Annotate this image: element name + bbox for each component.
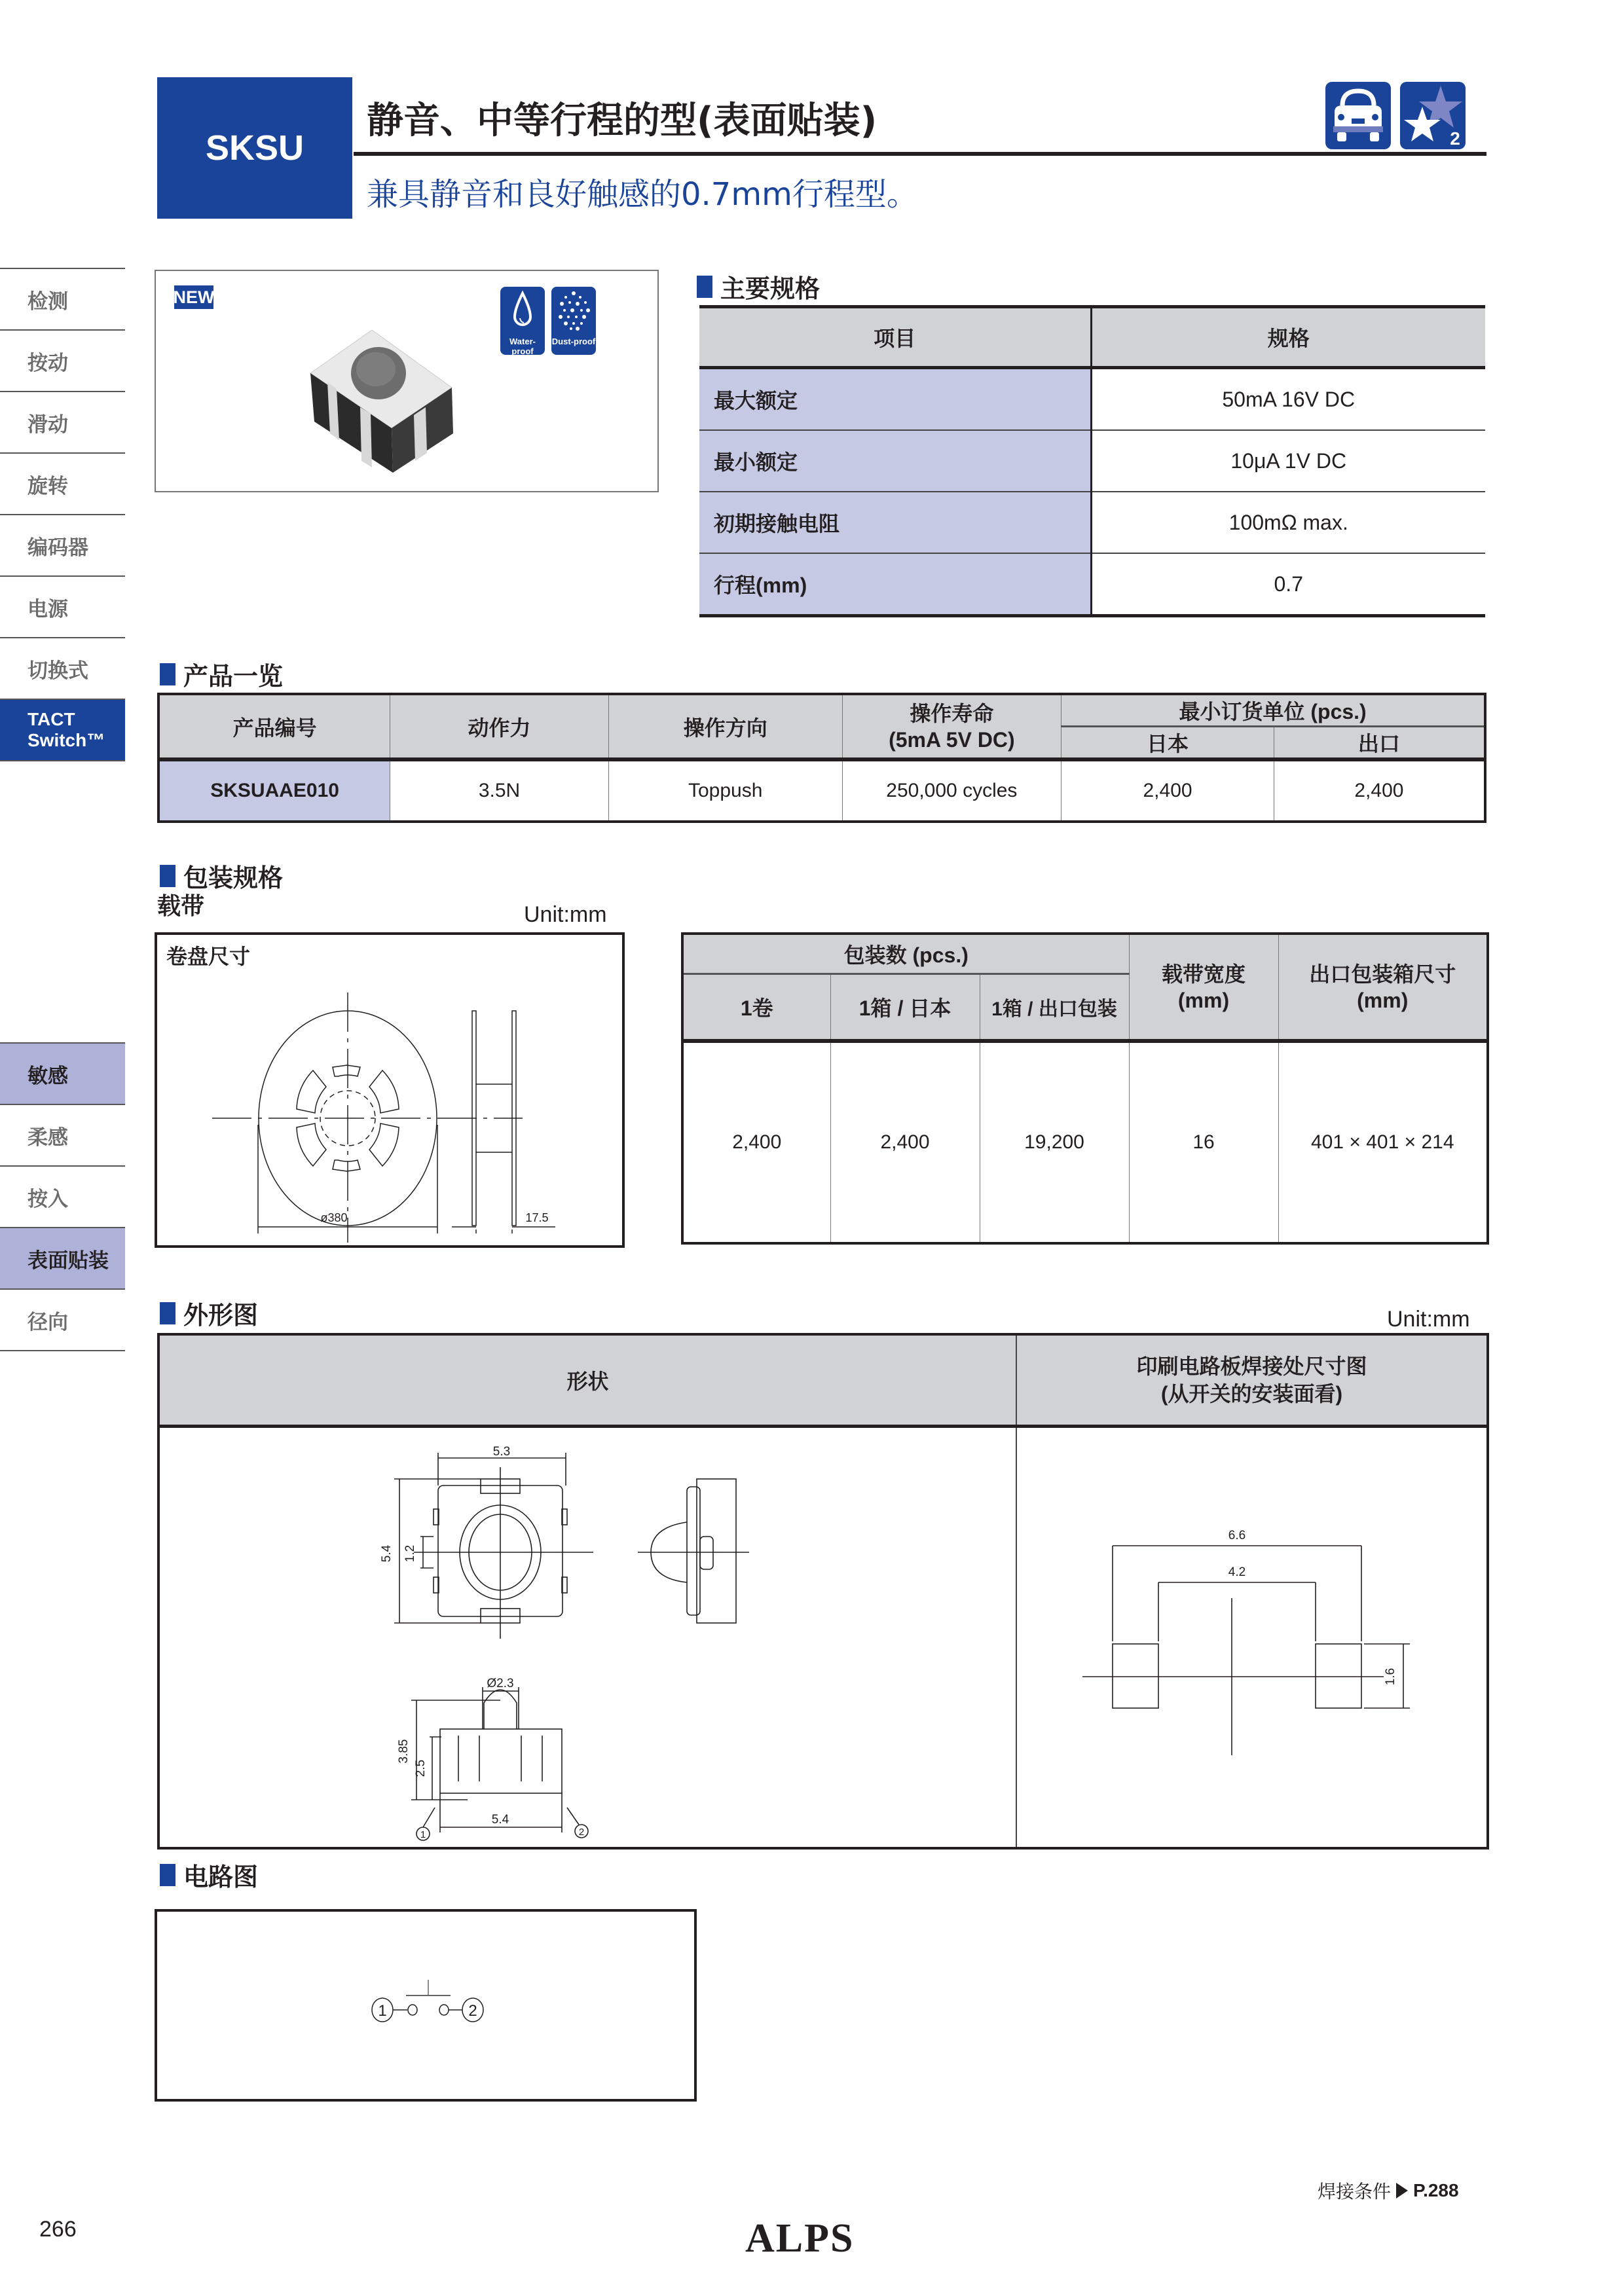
- dim-knob-diameter: Ø2.3: [487, 1677, 514, 1690]
- model-badge: [157, 77, 352, 219]
- title-divider: [354, 152, 1486, 156]
- column-header-moq: 最小订货单位 (pcs.): [1061, 694, 1485, 727]
- sidebar-item-smd[interactable]: [0, 1228, 125, 1290]
- column-header-part-no: 产品编号: [158, 694, 390, 759]
- table-row: [699, 430, 1485, 492]
- new-badge: NEW: [174, 285, 213, 309]
- sidebar-item-press-in[interactable]: [0, 1167, 125, 1228]
- shape-drawing: [160, 1428, 1018, 1847]
- sidebar-item-label: 检测: [28, 289, 68, 314]
- pack-reel-qty: 2,400: [682, 1041, 830, 1243]
- column-header-moq-japan: 日本: [1061, 727, 1274, 760]
- reel-dimension-panel: [155, 932, 625, 1248]
- waterproof-label: Water-proof: [509, 337, 536, 356]
- dim-center: 1.2: [403, 1544, 417, 1563]
- sidebar-item-label: 按动: [28, 351, 68, 375]
- pcb-outer-span: 6.6: [1228, 1529, 1246, 1542]
- reel-drawing: [157, 935, 622, 1245]
- terminal-1-label: 1: [420, 1829, 426, 1840]
- box-size-header-line1: 出口包装箱尺寸: [1309, 962, 1456, 986]
- sidebar-item-label: 表面贴装: [28, 1248, 109, 1273]
- operating-force: 3.5N: [390, 759, 609, 822]
- model-name: SKSU: [205, 128, 304, 168]
- sidebar-item-label: 滑动: [28, 412, 68, 437]
- moq-japan: 2,400: [1061, 759, 1274, 822]
- column-header-life: [842, 694, 1061, 759]
- sidebar-item-switching[interactable]: [0, 638, 125, 700]
- tape-width-value: 16: [1129, 1041, 1278, 1243]
- specs-heading: 主要规格: [697, 268, 820, 304]
- page-subtitle: 兼具静音和良好触感的0.7mm行程型。: [367, 176, 918, 213]
- column-header: 项目: [699, 307, 1091, 368]
- circuit-heading: 电路图: [160, 1857, 258, 1893]
- box-size-header-line2: (mm): [1357, 988, 1409, 1012]
- sidebar-item-label: TACT Switch™: [28, 709, 105, 750]
- moq-export: 2,400: [1274, 759, 1485, 822]
- column-header-pcb: [1016, 1334, 1488, 1427]
- pcb-header-line2: (从开关的安装面看): [1160, 1382, 1343, 1406]
- product-list-table: [157, 693, 1486, 823]
- column-header-moq-export: 出口: [1274, 727, 1485, 760]
- terminal-2-label: 2: [578, 1827, 585, 1838]
- dust-particles-icon: [551, 287, 596, 337]
- sidebar-item-rotary[interactable]: [0, 454, 125, 515]
- pcb-header-line1: 印刷电路板焊接处尺寸图: [1136, 1355, 1367, 1378]
- product-photo-panel: [155, 270, 659, 492]
- pack-box-export-qty: 19,200: [980, 1041, 1129, 1243]
- table-row: [682, 1041, 1488, 1243]
- spec-item: 初期接触电阻: [699, 492, 1091, 553]
- sidebar-item-encoder[interactable]: [0, 515, 125, 577]
- spec-value: 100mΩ max.: [1091, 492, 1485, 553]
- alps-logo: ALPS: [745, 2216, 855, 2261]
- solder-reference-label: 焊接条件: [1318, 2181, 1392, 2202]
- tape-width-header-line1: 载带宽度: [1161, 962, 1246, 986]
- table-row: [699, 553, 1485, 616]
- page-title: 静音、中等行程的型(表面贴装): [367, 100, 877, 142]
- sidebar-item-label: 敏感: [28, 1064, 68, 1088]
- sidebar-item-label: 切换式: [28, 659, 88, 683]
- column-group-pack-count: 包装数 (pcs.): [682, 934, 1129, 974]
- water-drop-icon: [500, 287, 545, 337]
- sidebar-item-label: 编码器: [28, 536, 88, 560]
- sidebar-item-push[interactable]: [0, 331, 125, 392]
- outline-table: [157, 1333, 1489, 1850]
- column-header-shape: 形状: [158, 1334, 1016, 1427]
- reel-dimension-title: 卷盘尺寸: [166, 944, 251, 969]
- specs-header-row: [699, 307, 1485, 368]
- life-header-line2: (5mA 5V DC): [889, 727, 1015, 752]
- column-header-force: 动作力: [390, 694, 609, 759]
- circuit-diagram: [157, 1912, 694, 2099]
- sidebar-item-detect[interactable]: [0, 269, 125, 331]
- column-header-reel: 1卷: [682, 974, 830, 1042]
- table-row: [158, 759, 1485, 822]
- dustproof-label: Dust-proof: [551, 337, 596, 346]
- car-icon: [1325, 82, 1391, 149]
- part-number: SKSUAAE010: [158, 759, 390, 822]
- circuit-panel: [155, 1909, 697, 2102]
- spec-value: 0.7: [1274, 572, 1303, 596]
- outline-heading: 外形图: [160, 1295, 258, 1331]
- carrier-tape-heading: 载带: [157, 893, 205, 920]
- column-header-box-japan: 1箱 / 日本: [830, 974, 980, 1042]
- sidebar-item-label: 电源: [28, 597, 68, 621]
- sidebar-item-label: 按入: [28, 1187, 68, 1211]
- column-header: 规格: [1091, 307, 1485, 368]
- dim-bottom-width: 5.4: [491, 1813, 509, 1827]
- dim-body-height: 2.5: [414, 1759, 428, 1777]
- sidebar-item-sensitive[interactable]: [0, 1044, 125, 1105]
- solder-reference-page: P.288: [1413, 2180, 1459, 2200]
- pcb-drawing-cell: [1016, 1427, 1488, 1849]
- spec-value: 50mA 16V DC: [1091, 368, 1485, 431]
- sidebar-item-label: 径向: [28, 1310, 68, 1334]
- reel-diameter-label: ø380: [320, 1211, 348, 1224]
- table-row: [699, 492, 1485, 553]
- pcb-pad-height: 1.6: [1384, 1667, 1397, 1686]
- sidebar-item-power[interactable]: [0, 577, 125, 638]
- product-list-heading: 产品一览: [160, 656, 283, 692]
- circuit-terminal-2: 2: [468, 2002, 477, 2020]
- dim-width: 5.3: [492, 1445, 511, 1459]
- spec-item: 最小额定: [699, 430, 1091, 492]
- outline-unit: Unit:mm: [1387, 1307, 1470, 1332]
- box-size-value: 401 × 401 × 214: [1278, 1041, 1488, 1243]
- spec-item: 最大额定: [699, 368, 1091, 431]
- spec-item: 行程(mm): [699, 553, 1091, 616]
- column-header-box-size: [1278, 934, 1488, 1041]
- specs-table: [699, 305, 1485, 617]
- solder-reference-link[interactable]: [1318, 2178, 1459, 2204]
- sidebar-item-label: 旋转: [28, 474, 68, 498]
- sidebar-item-soft[interactable]: [0, 1105, 125, 1167]
- dim-height: 5.4: [380, 1544, 394, 1563]
- column-header-tape-width: [1129, 934, 1278, 1041]
- sidebar-item-slide[interactable]: [0, 392, 125, 454]
- circuit-terminal-1: 1: [378, 2002, 387, 2020]
- spec-value: 10μA 1V DC: [1091, 430, 1485, 492]
- dustproof-badge: [551, 287, 596, 355]
- star-grade-icon: [1400, 82, 1466, 149]
- dim-total-height: 3.85: [397, 1739, 411, 1764]
- play-arrow-icon: [1396, 2183, 1408, 2198]
- column-header-box-export: 1箱 / 出口包装: [980, 974, 1129, 1042]
- page-number: 266: [39, 2217, 77, 2242]
- shape-drawing-cell: [158, 1427, 1016, 1849]
- operating-life: 250,000 cycles: [842, 759, 1061, 822]
- waterproof-badge: [500, 287, 545, 355]
- column-header-direction: 操作方向: [608, 694, 842, 759]
- sidebar-item-radial[interactable]: [0, 1290, 125, 1351]
- table-row: [699, 368, 1485, 431]
- sidebar-item-tact-switch[interactable]: [0, 700, 125, 761]
- tape-width-header-line2: (mm): [1177, 988, 1230, 1012]
- pack-box-japan-qty: 2,400: [830, 1041, 980, 1243]
- sidebar-item-label: 柔感: [28, 1125, 68, 1150]
- packaging-heading: 包装规格: [160, 858, 283, 894]
- packaging-unit: Unit:mm: [524, 902, 607, 927]
- product-photo: [280, 323, 477, 481]
- life-header-line1: 操作寿命: [910, 701, 994, 725]
- grade-number: 2: [1450, 128, 1460, 149]
- pcb-layout-drawing: [1017, 1428, 1488, 1847]
- reel-width-label: 17.5: [525, 1211, 549, 1224]
- pcb-inner-span: 4.2: [1228, 1565, 1246, 1579]
- operating-direction: Toppush: [608, 759, 842, 822]
- packaging-table: [681, 932, 1489, 1245]
